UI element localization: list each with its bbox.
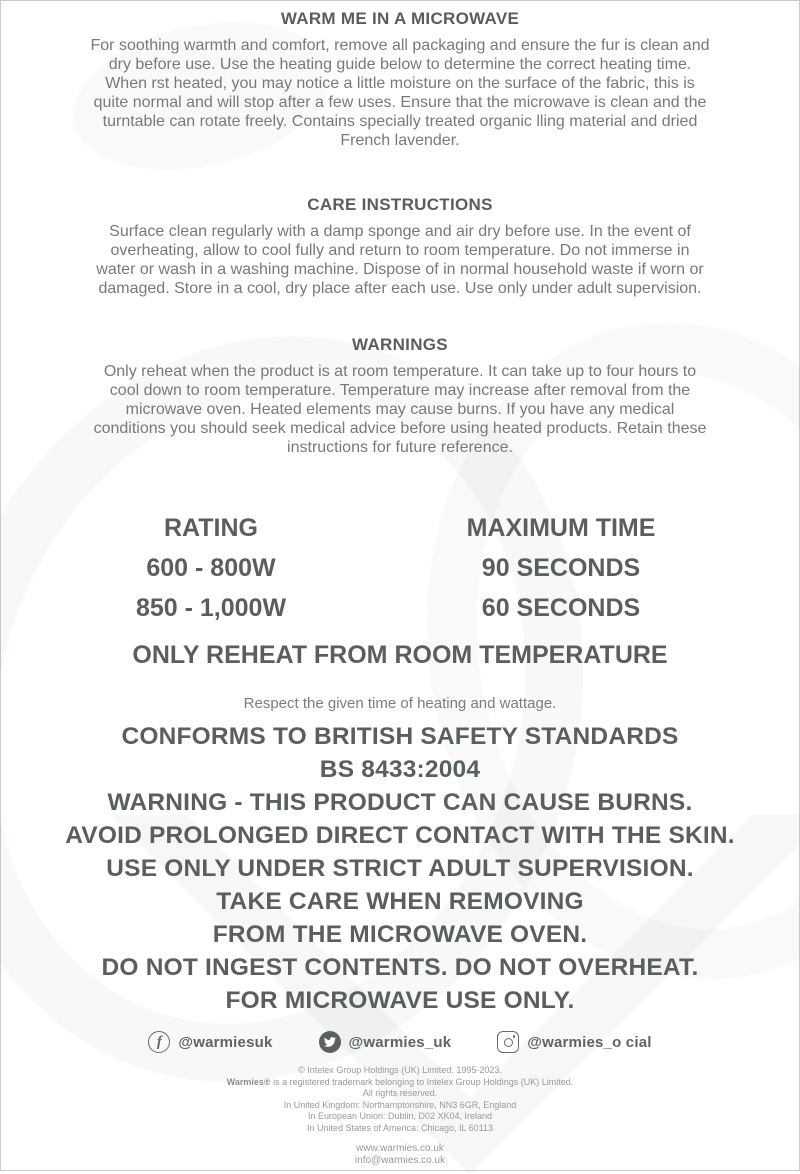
respect-note: Respect the given time of heating and wattage. [243, 695, 557, 712]
facebook-handle: @warmiesuk [178, 1033, 273, 1051]
rating-column [50, 515, 372, 622]
section-microwave-instructions [1, 1, 799, 150]
max-time-column [372, 515, 750, 622]
instagram-lens [504, 1038, 513, 1047]
instagram-dot [513, 1035, 516, 1038]
safety-line-take-care: TAKE CARE WHEN REMOVING [216, 888, 584, 915]
max-time-row-2: 60 SECONDS [481, 594, 641, 622]
section-heading-microwave: WARM ME IN A MICROWAVE [280, 9, 520, 28]
instagram-handle: @warmies_o cial [527, 1033, 652, 1051]
legal-address-eu: In European Union: Dublin, D02 XK04, Ireland [307, 1111, 493, 1121]
safety-line-bs-standard: BS 8433:2004 [319, 756, 481, 783]
legal-rights: All rights reserved. [362, 1088, 438, 1098]
legal-address-uk: In United Kingdom: Northamptonshire, NN3 6GR, England [283, 1099, 517, 1110]
section-care-instructions [1, 195, 799, 298]
rating-row-2: 850 - 1,000W [135, 594, 287, 622]
social-twitter [319, 1031, 452, 1053]
twitter-icon [319, 1031, 341, 1053]
safety-line-burns: WARNING - THIS PRODUCT CAN CAUSE BURNS. [107, 789, 693, 816]
heating-guide-table [50, 515, 750, 622]
rating-row-1: 600 - 800W [146, 554, 276, 582]
max-time-header: MAXIMUM TIME [466, 514, 656, 542]
facebook-icon [148, 1031, 170, 1053]
only-reheat-note: ONLY REHEAT FROM ROOM TEMPERATURE [132, 641, 668, 669]
brand-name: Warmies® [226, 1076, 271, 1087]
section-body-warnings: Only reheat when the product is at room temperature. It can take up to four hours to cool down to room temperature. Temperature may increase after removal from the microwave oven. Heated elements may cause burns. If you have any medical conditions you should seek medical advice before using heated products. Retain these instructions for future reference. [93, 363, 707, 456]
safety-line-conforms: CONFORMS TO BRITISH SAFETY STANDARDS [121, 723, 679, 750]
social-row [1, 1031, 799, 1053]
safety-line-supervision: USE ONLY UNDER STRICT ADULT SUPERVISION. [106, 855, 694, 882]
legal-copyright: © Intelex Group Holdings (UK) Limited. 1995-2023. [298, 1065, 502, 1075]
contact-email: info@warmies.co.uk [354, 1155, 446, 1166]
label-content [1, 1, 799, 1167]
legal-block [1, 1065, 799, 1134]
legal-address-us: In United States of America: Chicago, IL 60113 [306, 1122, 494, 1133]
safety-line-skin-contact: AVOID PROLONGED DIRECT CONTACT WITH THE SKIN. [65, 822, 735, 849]
instagram-icon [497, 1031, 519, 1053]
social-instagram [497, 1031, 651, 1053]
max-time-row-1: 90 SECONDS [481, 554, 641, 582]
twitter-handle: @warmies_uk [348, 1033, 452, 1051]
section-body-care: Surface clean regularly with a damp sponge and air dry before use. In the event of overheating, allow to cool fully and return to room temperature. Do not immerse in water or wash in a washing machine. Dispose of in normal household waste if worn or damaged. Store in a cool, dry place after each use. Use only under adult supervision. [96, 223, 704, 297]
section-heading-care: CARE INSTRUCTIONS [307, 195, 493, 214]
legal-trademark-rest: is a registered trademark belonging to Intelex Group Holdings (UK) Limited. [270, 1076, 574, 1087]
contact-block [1, 1143, 799, 1167]
section-body-microwave: For soothing warmth and comfort, remove all packaging and ensure the fur is clean and dry before use. Use the heating guide below to determine the correct heating time. When rst heated, you may notice a little moisture on the surface of the fabric, this is quite normal and will stop after a few uses. Ensure that the microwave is clean and the turntable can rotate freely. Contains specially treated organic lling material and dried French lavender. [90, 37, 710, 149]
safety-line-from-oven: FROM THE MICROWAVE OVEN. [212, 921, 588, 948]
legal-trademark [1, 1077, 799, 1089]
safety-statements [1, 720, 799, 1017]
rating-header: RATING [164, 514, 258, 542]
section-warnings [1, 335, 799, 457]
facebook-f-glyph: f [156, 1034, 162, 1050]
safety-line-ingest: DO NOT INGEST CONTENTS. DO NOT OVERHEAT. [101, 954, 699, 981]
website-url: www.warmies.co.uk [356, 1143, 444, 1154]
section-heading-warnings: WARNINGS [352, 335, 448, 354]
social-facebook [148, 1031, 272, 1053]
safety-line-microwave-only: FOR MICROWAVE USE ONLY. [225, 987, 575, 1014]
